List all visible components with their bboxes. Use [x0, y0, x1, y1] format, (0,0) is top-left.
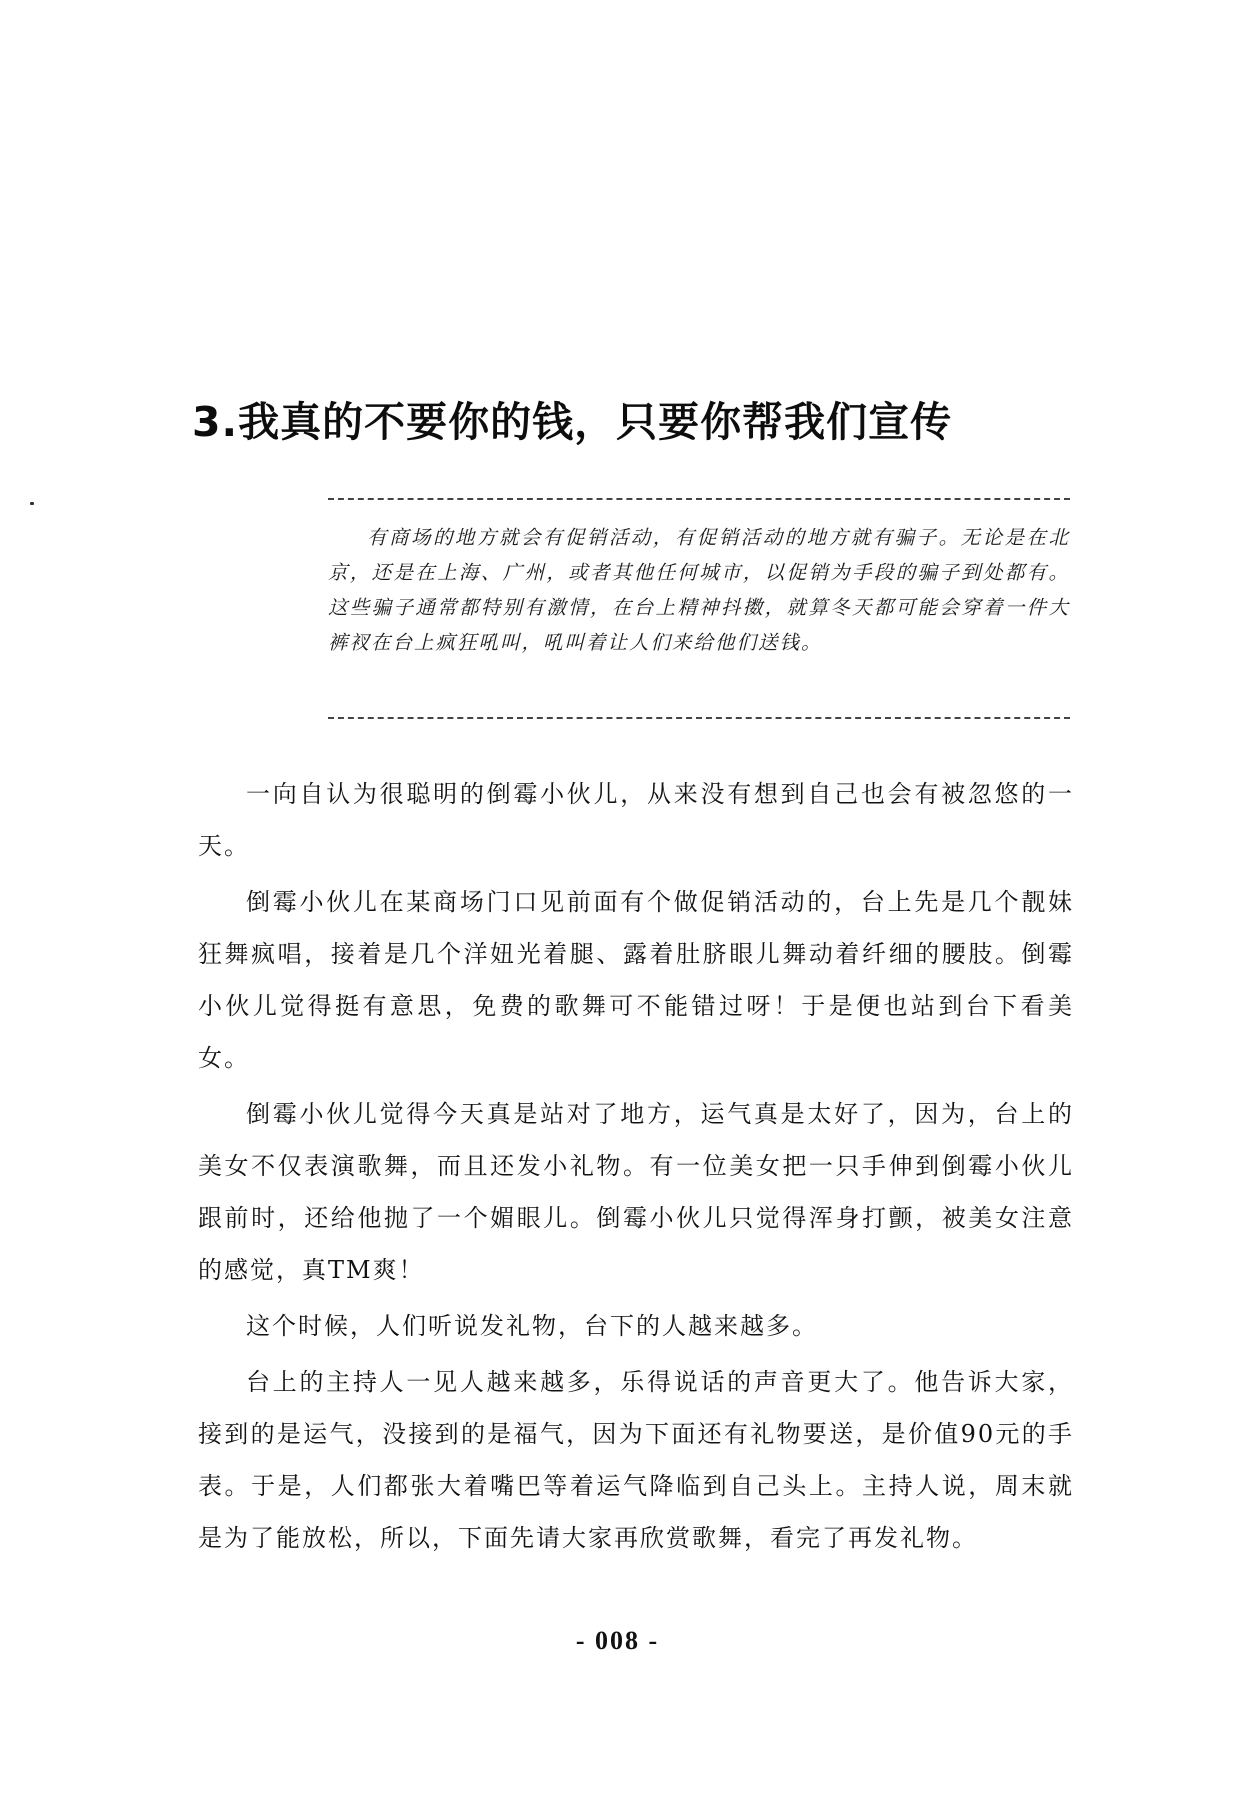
intro-box: [328, 498, 1070, 719]
paragraph: 台上的主持人一见人越来越多，乐得说话的声音更大了。他告诉大家，接到的是运气，没接到的是福气，因为下面还有礼物要送，是价值90元的手表。于是，人们都张大着嘴巴等着运气降临到自己头上。主持人说，周末就是为了能放松，所以，下面先请大家再欣赏歌舞，看完了再发礼物。: [198, 1368, 1074, 1552]
intro-text: 有商场的地方就会有促销活动，有促销活动的地方就有骗子。无论是在北京，还是在上海、广州，或者其他任何城市，以促销为手段的骗子到处都有。这些骗子通常都特别有激情，在台上精神抖擞，就算冬天都可能会穿着一件大裤衩在台上疯狂吼叫，吼叫着让人们来给他们送钱。: [328, 526, 1070, 654]
paragraph: 倒霉小伙儿觉得今天真是站对了地方，运气真是太好了，因为，台上的美女不仅表演歌舞，而且还发小礼物。有一位美女把一只手伸到倒霉小伙儿跟前时，还给他抛了一个媚眼儿。倒霉小伙儿只觉得浑身打颤，被美女注意的感觉，真TM爽！: [198, 1100, 1074, 1284]
paragraph: 一向自认为很聪明的倒霉小伙儿，从来没有想到自己也会有被忽悠的一天。: [198, 780, 1074, 860]
page-number: - 008 -: [575, 1626, 660, 1655]
scan-speck: [30, 502, 34, 505]
body-text: [198, 768, 1074, 1568]
paragraph: 倒霉小伙儿在某商场门口见前面有个做促销活动的，台上先是几个靓妹狂舞疯唱，接着是几个洋妞光着腿、露着肚脐眼儿舞动着纤细的腰肢。倒霉小伙儿觉得挺有意思，免费的歌舞可不能错过呀！于是便也站到台下看美女。: [198, 888, 1074, 1072]
paragraph: 这个时候，人们听说发礼物，台下的人越来越多。: [246, 1312, 818, 1340]
chapter-title: 3.我真的不要你的钱，只要你帮我们宣传: [192, 398, 953, 446]
